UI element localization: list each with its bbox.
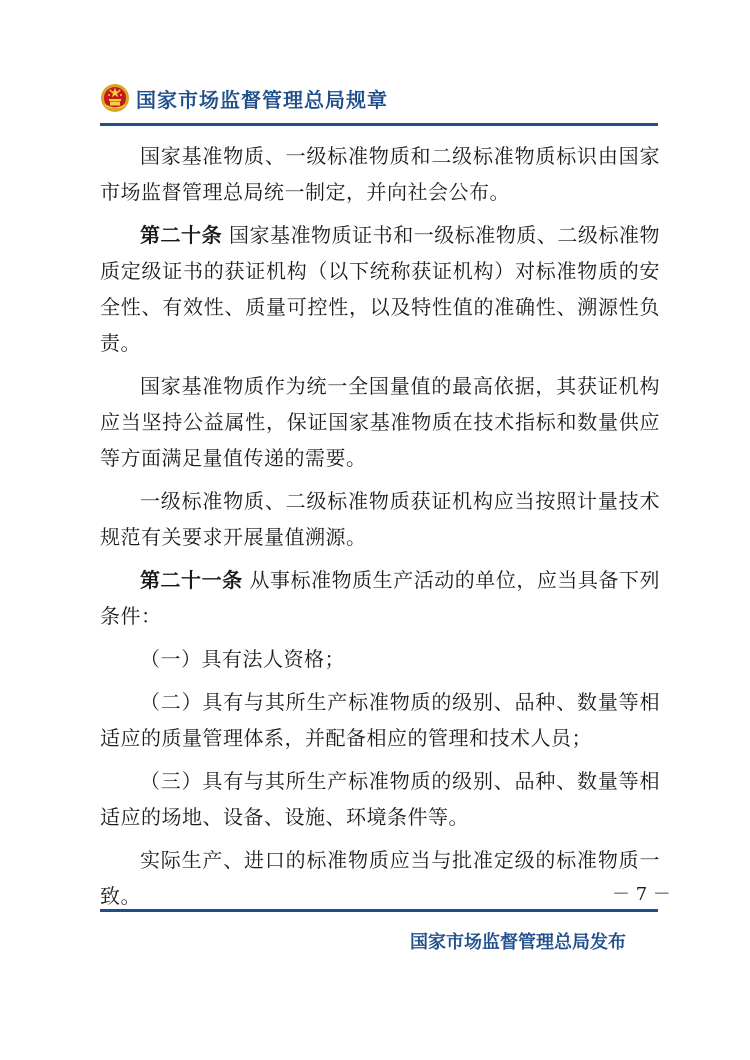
paragraph-text: 国家基准物质作为统一全国量值的最高依据，其获证机构应当坚持公益属性，保证国家基准物质在技术指标和数量供应等方面满足量值传递的需要。 <box>100 374 660 470</box>
paragraph <box>100 368 660 476</box>
national-emblem-icon <box>100 83 130 113</box>
document-body <box>100 138 660 921</box>
paragraph <box>100 641 660 677</box>
paragraph <box>100 842 660 914</box>
article-number: 第二十一条 <box>140 568 243 592</box>
footer-divider <box>100 909 658 912</box>
article-number: 第二十条 <box>140 223 223 247</box>
paragraph <box>100 138 660 210</box>
header-title: 国家市场监督管理总局规章 <box>136 88 388 112</box>
paragraph-text: 一级标准物质、二级标准物质获证机构应当按照计量技术规范有关要求开展量值溯源。 <box>100 489 660 549</box>
page-number: － 7 － <box>612 884 671 905</box>
paragraph <box>100 217 660 361</box>
footer-publisher: 国家市场监督管理总局发布 <box>410 932 626 953</box>
paragraph-text: 从事标准物质生产活动的单位，应当具备下列条件： <box>100 568 661 628</box>
paragraph-text: 国家基准物质、一级标准物质和二级标准物质标识由国家市场监督管理总局统一制定，并向社会公布。 <box>100 144 660 204</box>
page-header <box>100 80 660 124</box>
paragraph-text: 国家基准物质证书和一级标准物质、二级标准物质定级证书的获证机构（以下统称获证机构）对标准物质的安全性、有效性、质量可控性，以及特性值的准确性、溯源性负责。 <box>100 223 661 355</box>
paragraph-text: 实际生产、进口的标准物质应当与批准定级的标准物质一致。 <box>100 848 660 908</box>
paragraph-text: （三）具有与其所生产标准物质的级别、品种、数量等相适应的场地、设备、设施、环境条件等。 <box>100 769 660 829</box>
paragraph <box>100 562 660 634</box>
paragraph <box>100 684 660 756</box>
paragraph-text: （二）具有与其所生产标准物质的级别、品种、数量等相适应的质量管理体系，并配备相应的管理和技术人员； <box>100 690 660 750</box>
paragraph-text: （一）具有法人资格； <box>140 647 345 671</box>
header-divider <box>100 123 658 126</box>
paragraph <box>100 763 660 835</box>
paragraph <box>100 483 660 555</box>
